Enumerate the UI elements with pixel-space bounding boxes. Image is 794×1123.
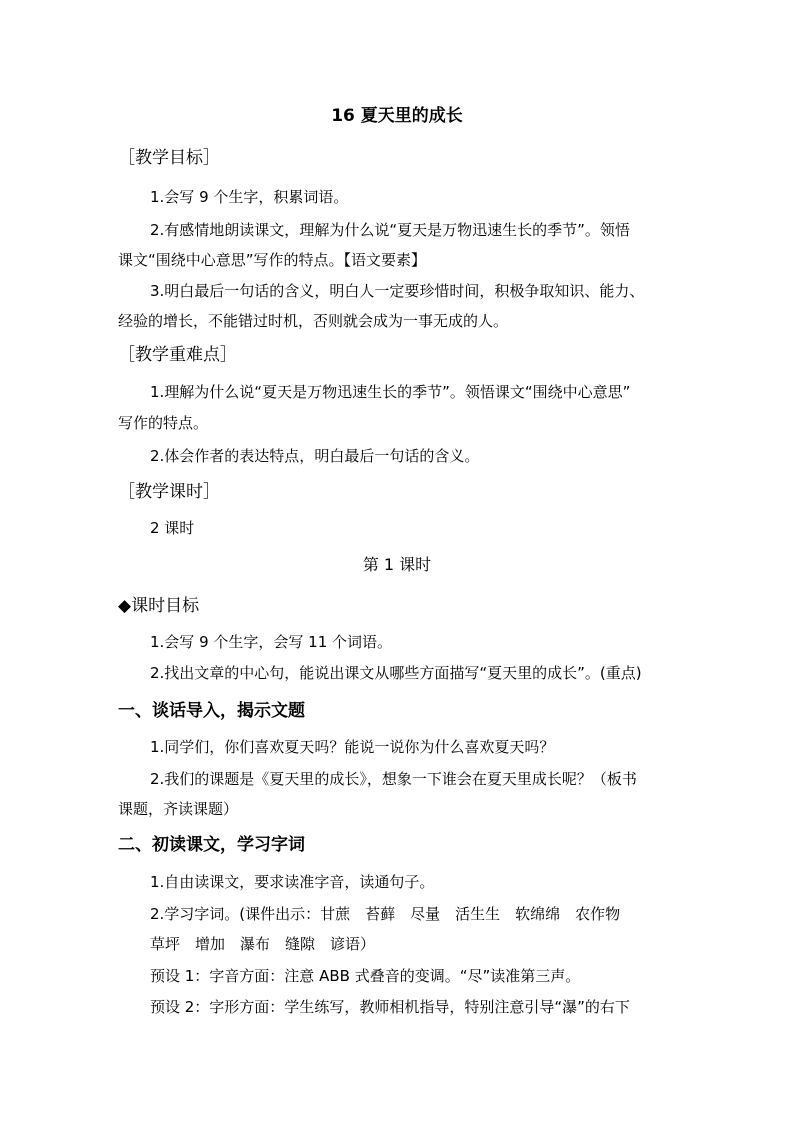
- part-1-item-1: 1.同学们，你们喜欢夏天吗？能说一说你为什么喜欢夏天吗？: [150, 738, 555, 756]
- part-1-item-2-line-1: 2.我们的课题是《夏天里的成长》，想象一下谁会在夏天里成长呢？（板书: [150, 770, 637, 788]
- document-title: 16 夏天里的成长: [331, 106, 463, 126]
- objective-item-2-line-2: 课文“围绕中心意思”写作的特点。【语文要素】: [118, 251, 427, 269]
- part-2-heading: 二、初读课文，学习字词: [118, 835, 305, 855]
- objective-item-1: 1.会写 9 个生字，积累词语。: [150, 188, 349, 206]
- part-1-item-2-line-2: 课题，齐读课题）: [118, 800, 239, 818]
- lesson-1-title: 第 1 课时: [362, 555, 432, 574]
- hours-value: 2 课时: [150, 519, 195, 537]
- key-point-item-2: 2.体会作者的表达特点，明白最后一句话的含义。: [150, 447, 480, 465]
- key-point-item-1-line-2: 写作的特点。: [118, 414, 209, 432]
- key-point-item-1-line-1: 1.理解为什么说“夏天是万物迅速生长的季节”。领悟课文“围绕中心意思”: [150, 383, 631, 401]
- part-2-preset-2: 预设 2：字形方面：学生练写，教师相机指导，特别注意引导“瀑”的右下: [150, 998, 630, 1016]
- lesson-goal-item-1: 1.会写 9 个生字，会写 11 个词语。: [150, 633, 393, 651]
- part-1-heading: 一、谈话导入，揭示文题: [118, 701, 305, 721]
- lesson-goal-item-2: 2.找出文章的中心句，能说出课文从哪些方面描写“夏天里的成长”。(重点): [150, 664, 642, 682]
- part-2-item-2-line-1: 2.学习字词。(课件出示：甘蔗 苔藓 尽量 活生生 软绵绵 农作物: [150, 905, 621, 923]
- part-2-item-1: 1.自由读课文，要求读准字音，读通句子。: [150, 873, 435, 891]
- objectives-heading: ［教学目标］: [118, 148, 220, 168]
- part-2-item-2-line-2: 草坪 增加 瀑布 缝隙 谚语）: [150, 935, 376, 953]
- part-2-preset-1: 预设 1：字音方面：注意 ABB 式叠音的变调。“尽”读准第三声。: [150, 967, 581, 985]
- hours-heading: ［教学课时］: [118, 482, 220, 502]
- key-points-heading: ［教学重难点］: [118, 345, 237, 365]
- lesson-goals-heading: ◆课时目标: [118, 596, 200, 616]
- objective-item-3-line-1: 3.明白最后一句话的含义，明白人一定要珍惜时间，积极争取知识、能力、: [150, 282, 645, 300]
- objective-item-3-line-2: 经验的增长，不能错过时机，否则就会成为一事无成的人。: [118, 312, 509, 330]
- objective-item-2-line-1: 2.有感情地朗读课文，理解为什么说“夏天是万物迅速生长的季节”。领悟: [150, 221, 630, 239]
